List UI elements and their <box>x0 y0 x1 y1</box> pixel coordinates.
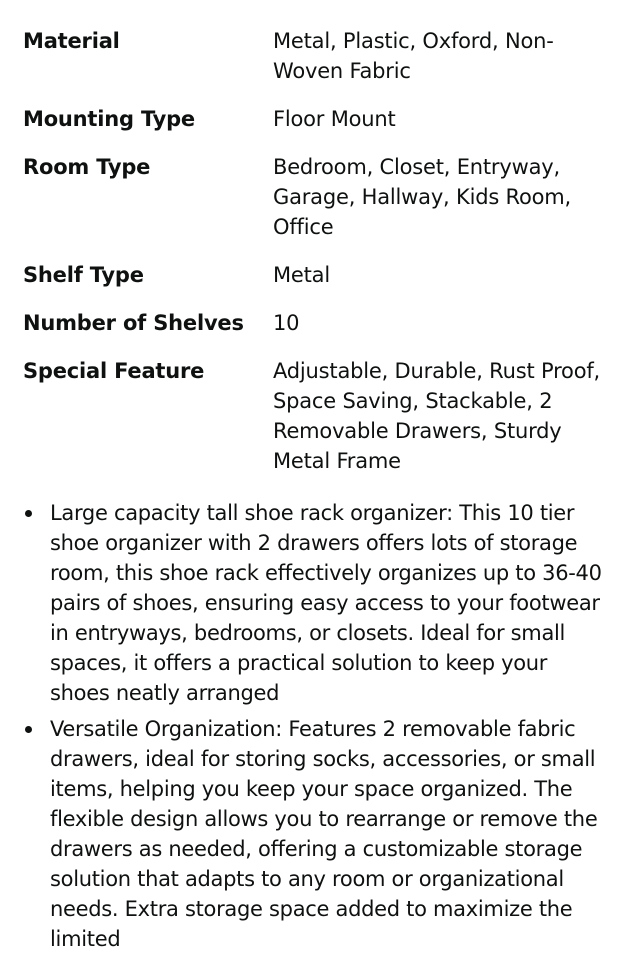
spec-label-number-of-shelves: Number of Shelves <box>23 311 244 335</box>
spec-label-special-feature: Special Feature <box>23 359 205 383</box>
spec-label-room-type: Room Type <box>23 155 151 179</box>
spec-label-material: Material <box>23 29 120 53</box>
feature-bullet-text: Versatile Organization: Features 2 removable fabric drawers, ideal for storing socks, accessories, or small items, helping you keep your space organized. The flexible design allows you to rearrange or remove the drawers as needed, offering a customizable storage solution that adapts to any room or organizational needs. Extra storage space added to maximize the limited <box>50 717 598 951</box>
spec-value-shelf-type: Metal <box>273 263 330 287</box>
spec-value-special-feature: Adjustable, Durable, Rust Proof, Space Saving, Stackable, 2 Removable Drawers, Sturdy Metal Frame <box>273 359 601 473</box>
spec-value-room-type: Bedroom, Closet, Entryway, Garage, Hallway, Kids Room, Office <box>273 155 572 239</box>
spec-label-shelf-type: Shelf Type <box>23 263 144 287</box>
spec-value-number-of-shelves: 10 <box>273 311 300 335</box>
feature-bullet-list <box>23 498 603 954</box>
feature-bullet-text: Large capacity tall shoe rack organizer: This 10 tier shoe organizer with 2 drawers offers lots of storage room, this shoe rack effectively organizes up to 36-40 pairs of shoes, ensuring easy access to your footwear in entryways, bedrooms, or closets. Ideal for small spaces, it offers a practical solution to keep your shoes neatly arranged <box>50 501 602 705</box>
spec-value-mounting-type: Floor Mount <box>273 107 396 131</box>
feature-bullet <box>23 498 603 708</box>
product-spec-table <box>23 26 617 476</box>
spec-label-mounting-type: Mounting Type <box>23 107 195 131</box>
spec-value-material: Metal, Plastic, Oxford, Non-Woven Fabric <box>273 29 554 83</box>
bullet-dot-icon <box>25 726 32 733</box>
bullet-dot-icon <box>25 510 32 517</box>
feature-bullet <box>23 714 603 954</box>
